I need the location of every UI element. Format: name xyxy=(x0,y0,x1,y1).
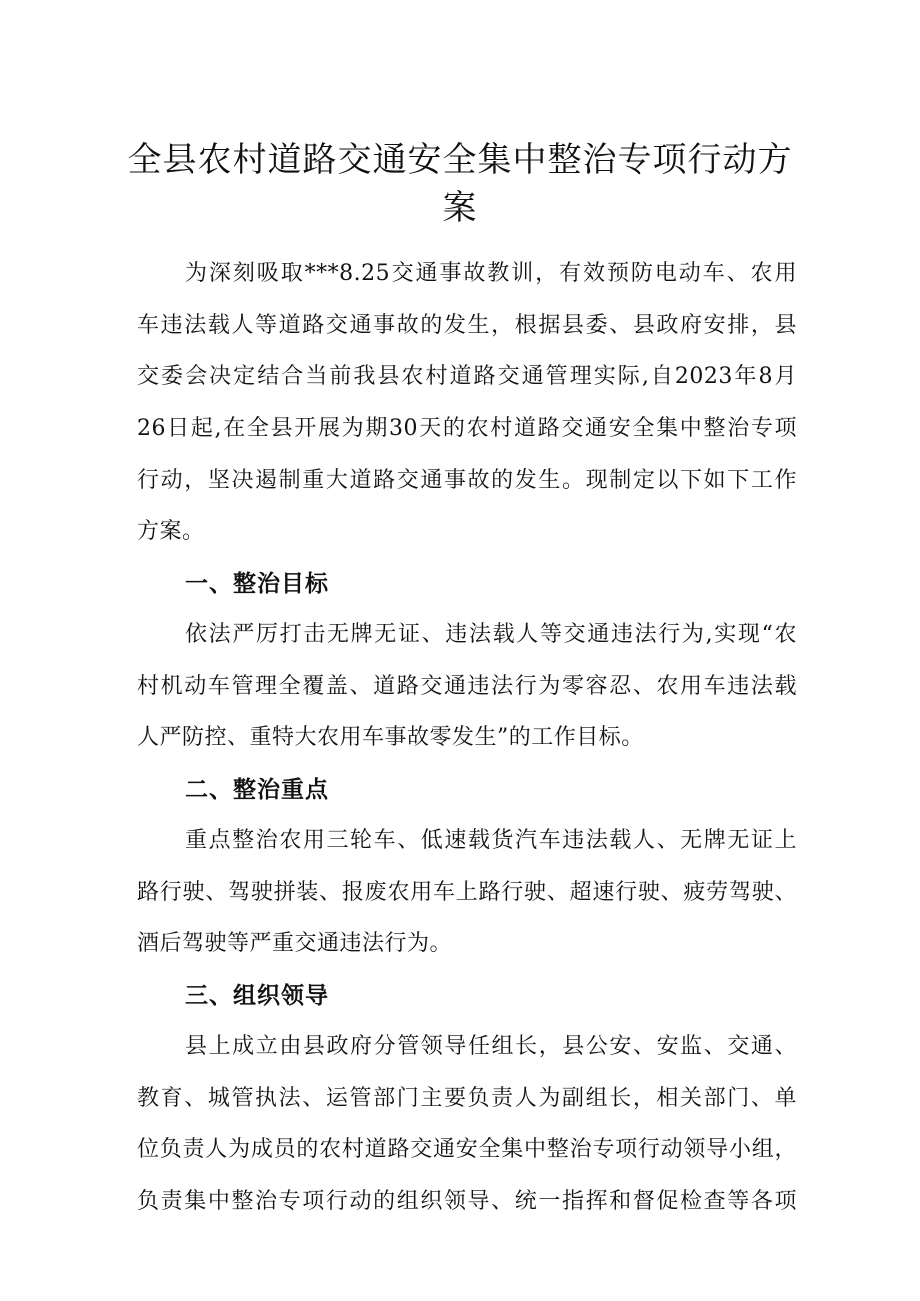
intro-line-1: 为深刻吸取***8.25交通事故教训，有效预防电动车、农用 xyxy=(185,261,797,286)
intro-line-5: 行动，坚决遏制重大道路交通事故的发生。现制定以下如下工作 xyxy=(137,468,797,493)
section3-line-1: 县上成立由县政府分管领导任组长，县公安、安监、交通、 xyxy=(185,1034,797,1059)
section3-line-3: 位负责人为成员的农村道路交通安全集中整治专项行动领导小组， xyxy=(137,1137,797,1162)
section2-line-1: 重点整治农用三轮车、低速载货汽车违法载人、无牌无证上 xyxy=(185,828,797,853)
document-title-line-2: 案 xyxy=(442,188,478,228)
intro-line-3: 交委会决定结合当前我县农村道路交通管理实际,自2023年8月 xyxy=(137,364,797,389)
section2-line-2: 路行驶、驾驶拼装、报废农用车上路行驶、超速行驶、疲劳驾驶、 xyxy=(137,880,797,905)
intro-line-2: 车违法载人等道路交通事故的发生，根据县委、县政府安排，县 xyxy=(137,313,797,338)
section1-line-3: 人严防控、重特大农用车事故零发生”的工作目标。 xyxy=(137,725,644,750)
section3-line-2: 教育、城管执法、运管部门主要负责人为副组长，相关部门、单 xyxy=(137,1086,797,1111)
section2-line-3: 酒后驾驶等严重交通违法行为。 xyxy=(137,931,453,956)
section1-line-1: 依法严厉打击无牌无证、违法载人等交通违法行为,实现“农 xyxy=(185,622,797,647)
section-heading-leadership: 三、组织领导 xyxy=(185,983,329,1009)
section1-line-2: 村机动车管理全覆盖、道路交通违法行为零容忍、农用车违法载 xyxy=(137,674,797,699)
section-heading-focus: 二、整治重点 xyxy=(185,777,329,803)
intro-line-6: 方案。 xyxy=(137,519,205,544)
section3-line-4: 负责集中整治专项行动的组织领导、统一指挥和督促检查等各项 xyxy=(137,1189,797,1214)
intro-line-4: 26日起,在全县开展为期30天的农村道路交通安全集中整治专项 xyxy=(137,416,797,441)
document-title-line-1: 全县农村道路交通安全集中整治专项行动方 xyxy=(127,140,793,180)
section-heading-goals: 一、整治目标 xyxy=(185,571,329,597)
